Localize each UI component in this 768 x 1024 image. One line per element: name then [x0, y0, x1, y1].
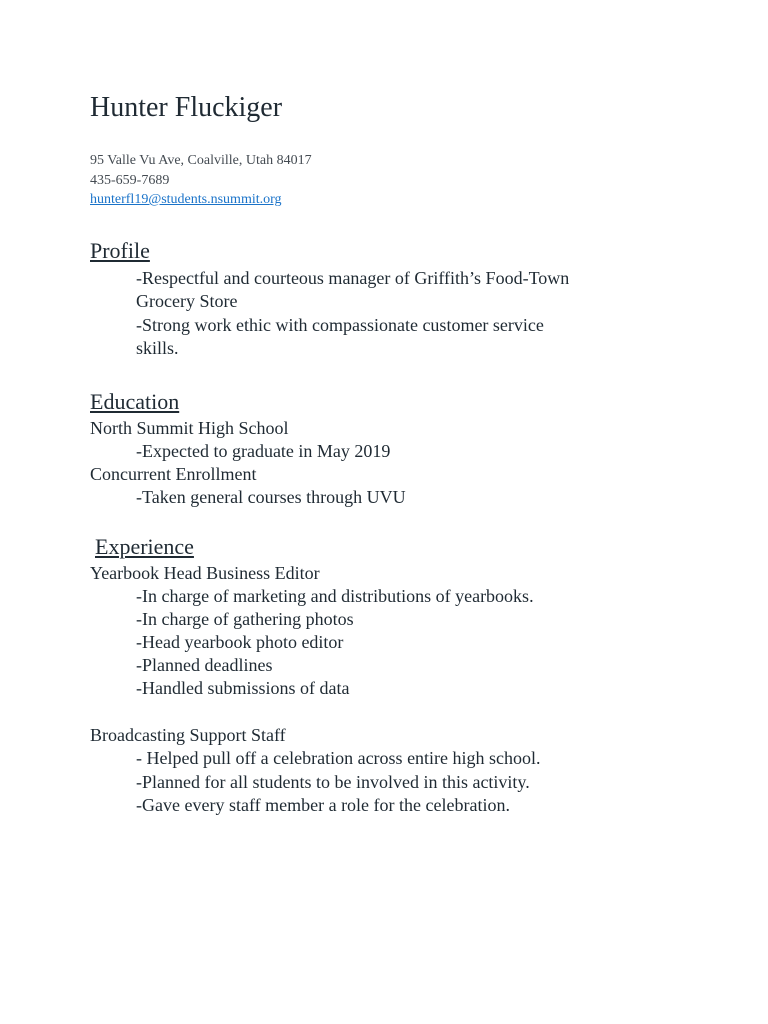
- school-detail: -Expected to graduate in May 2019: [136, 441, 391, 461]
- job-item: -In charge of marketing and distributions of yearbooks.: [136, 586, 534, 606]
- address: 95 Valle Vu Ave, Coalville, Utah 84017: [90, 153, 312, 168]
- job-item: - Helped pull off a celebration across entire high school.: [136, 748, 541, 768]
- job-title: Broadcasting Support Staff: [90, 725, 286, 745]
- job-item: -Head yearbook photo editor: [136, 632, 344, 652]
- education-heading: Education: [90, 389, 180, 414]
- resume-name: Hunter Fluckiger: [90, 92, 283, 123]
- profile-line: -Respectful and courteous manager of Griffith’s Food-Town: [136, 268, 570, 288]
- job-title: Yearbook Head Business Editor: [90, 563, 320, 583]
- job-item: -Planned deadlines: [136, 655, 273, 675]
- phone-number: 435-659-7689: [90, 173, 170, 188]
- profile-line: Grocery Store: [136, 291, 238, 311]
- profile-line: -Strong work ethic with compassionate customer service: [136, 315, 544, 335]
- school-detail: -Taken general courses through UVU: [136, 487, 406, 507]
- experience-heading: Experience: [95, 534, 194, 559]
- job-item: -In charge of gathering photos: [136, 609, 354, 629]
- job-item: -Gave every staff member a role for the celebration.: [136, 795, 510, 815]
- school-name: North Summit High School: [90, 418, 289, 438]
- job-item: -Handled submissions of data: [136, 678, 350, 698]
- school-name: Concurrent Enrollment: [90, 464, 257, 484]
- job-item: -Planned for all students to be involved in this activity.: [136, 772, 530, 792]
- profile-line: skills.: [136, 338, 179, 358]
- email-link[interactable]: hunterfl19@students.nsummit.org: [90, 192, 282, 207]
- profile-heading: Profile: [90, 238, 150, 263]
